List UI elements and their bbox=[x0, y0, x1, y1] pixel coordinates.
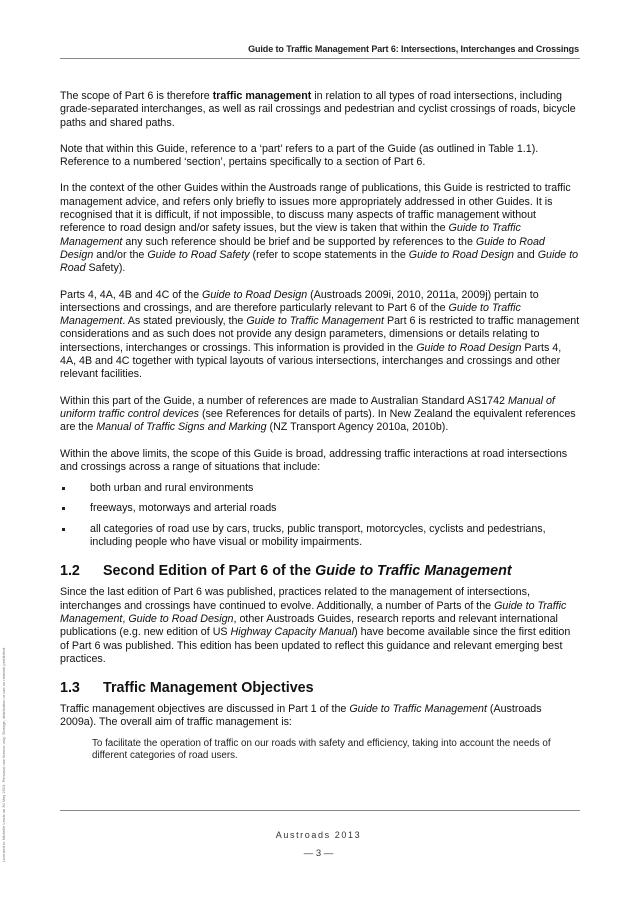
paragraph-road-design-parts: Parts 4, 4A, 4B and 4C of the Guide to Road Design (Austroads 2009i, 2010, 2011a, 2009j) pertain to intersections and crossings, and are therefore particularly relevant to Part 6 of the Guide to Traffic Management. As stated previously, the Guide to Traffic Management Part 6 is restricted to traffic management considerations and as such does not provide any design parameters, dimensions or details relating to intersections, interchanges or crossings. This information is provided in the Guide to Road Design Parts 4, 4A, 4B and 4C together with typical layouts of various intersections, interchanges and crossings and other relevant facilities. bbox=[60, 288, 580, 381]
objective-quote: To facilitate the operation of traffic on our roads with safety and efficiency, taking into account the needs of different categories of road users. bbox=[92, 737, 551, 762]
scope-bullet-list bbox=[60, 482, 580, 549]
page-body bbox=[60, 90, 580, 763]
list-item: all categories of road use by cars, trucks, public transport, motorcycles, cyclists and pedestrians, including people who have visual or mobility impairments. bbox=[60, 523, 580, 550]
licence-watermark: Licensed to Michelle Lewis on 30 May 2013. Personal use licence only. Storage, distribution or use on network prohibited. bbox=[1, 646, 6, 862]
page-number: — 3 — bbox=[303, 848, 334, 859]
bullet-icon bbox=[62, 507, 65, 510]
list-item: both urban and rural environments bbox=[60, 482, 580, 495]
section-heading-1-3: 1.3 Traffic Management Objectives bbox=[60, 680, 314, 697]
paragraph-scope: The scope of Part 6 is therefore traffic management in relation to all types of road intersections, including grade-separated interchanges, as well as rail crossings and pedestrian and cyclist crossings of roads, bicycle paths and shared paths. bbox=[60, 90, 576, 129]
list-item: freeways, motorways and arterial roads bbox=[60, 502, 580, 515]
paragraph-second-edition: Since the last edition of Part 6 was published, practices related to the management of intersections, interchanges and crossings have continued to evolve. Additionally, a number of Parts of the Guide to Traffic Management, Guide to Road Design, other Austroads Guides, research reports and relevant international publications (e.g. new edition of US Highway Capacity Manual) have become available since the first edition of Part 6 was published. This edition has been updated to reflect this guidance and relevant emerging best practices. bbox=[60, 586, 571, 665]
paragraph-part-reference: Note that within this Guide, reference to a ‘part’ refers to a part of the Guide (as outlined in Table 1.1). Reference to a numbered ‘section’, pertains specifically to a section of Part 6. bbox=[60, 142, 539, 169]
paragraph-context: In the context of the other Guides within the Austroads range of publications, this Guide is restricted to traffic management advice, and refers only briefly to issues more appropriately addressed in other Guides. It is recognised that it is difficult, if not impossible, to discuss many aspects of traffic management without reference to road design and/or safety issues, but the view is taken that within the Guide to Traffic Management any such reference should be brief and be supported by references to the Guide to Road Design and/or the Guide to Road Safety (refer to scope statements in the Guide to Road Design and Guide to Road Safety). bbox=[60, 182, 579, 275]
footer-rule bbox=[60, 810, 580, 811]
header-rule bbox=[60, 58, 580, 59]
bullet-icon bbox=[62, 487, 65, 490]
paragraph-objectives: Traffic management objectives are discussed in Part 1 of the Guide to Traffic Management (Austroads 2009a). The overall aim of traffic management is: bbox=[60, 703, 542, 729]
running-header: Guide to Traffic Management Part 6: Intersections, Interchanges and Crossings bbox=[248, 44, 579, 54]
paragraph-standards: Within this part of the Guide, a number of references are made to Australian Standard AS1742 Manual of uniform traffic control devices (see References for details of parts). In New Zealand the equivalent references are the Manual of Traffic Signs and Marking (NZ Transport Agency 2010a, 2010b). bbox=[60, 394, 576, 434]
paragraph-scope-limits: Within the above limits, the scope of this Guide is broad, addressing traffic interactions at road intersections and crossings across a range of situations that include: bbox=[60, 447, 568, 473]
footer-publisher: Austroads 2013 bbox=[275, 830, 362, 840]
section-heading-1-2: 1.2 Second Edition of Part 6 of the Guide to Traffic Management bbox=[60, 563, 512, 580]
bullet-icon bbox=[62, 528, 65, 531]
